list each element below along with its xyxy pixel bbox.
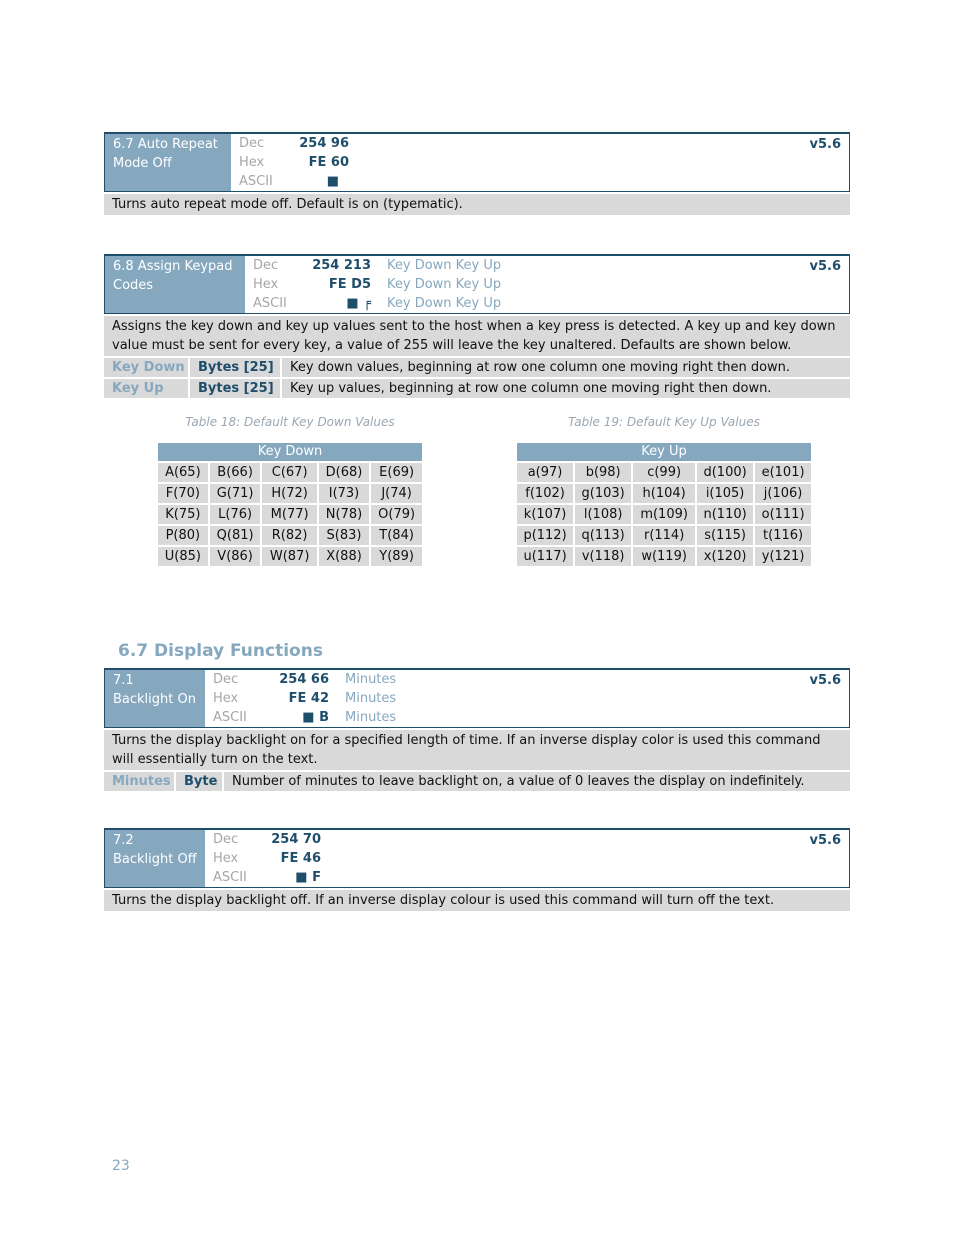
param-type: Bytes [25]	[190, 379, 280, 398]
table-caption: Table 19: Default Key Up Values	[568, 415, 760, 429]
param-type: Byte	[176, 772, 222, 791]
table-cell: S(83)	[319, 524, 369, 545]
table-cell: B(66)	[210, 461, 261, 482]
table-cell: r(114)	[633, 524, 695, 545]
command-auto-repeat-off	[104, 132, 850, 215]
table-cell: x(120)	[697, 545, 753, 566]
param-row	[104, 772, 850, 791]
param-name: Minutes	[104, 772, 174, 791]
table-cell: J(74)	[371, 482, 422, 503]
table-cell: u(117)	[517, 545, 573, 566]
table-cell: Q(81)	[210, 524, 261, 545]
ascii-label: ASCII	[239, 174, 273, 189]
table-cell: c(99)	[633, 461, 695, 482]
table-cell: U(85)	[158, 545, 208, 566]
ascii-params: Minutes	[345, 710, 397, 725]
hex-label: Hex	[213, 691, 239, 706]
table-cell: w(119)	[633, 545, 695, 566]
version-badge: v5.6	[809, 673, 841, 688]
command-title: 7.1 Backlight On	[105, 670, 205, 727]
table-cell: i(105)	[697, 482, 753, 503]
table-cell: y(121)	[755, 545, 811, 566]
ascii-value: ■ B	[302, 710, 329, 725]
param-description: Key down values, beginning at row one column one moving right then down.	[282, 358, 850, 377]
table-row	[517, 503, 811, 524]
ascii-value: ■ ╒	[346, 296, 371, 311]
command-header	[104, 132, 850, 192]
dec-value: 254 213	[312, 258, 371, 273]
table-row	[517, 524, 811, 545]
key-down-table	[156, 443, 424, 566]
table-caption: Table 18: Default Key Down Values	[185, 415, 395, 429]
table-cell: f(102)	[517, 482, 573, 503]
table-cell: d(100)	[697, 461, 753, 482]
table-cell: l(108)	[575, 503, 631, 524]
table-cell: W(87)	[262, 545, 316, 566]
hex-params: Key Down Key Up	[387, 277, 502, 292]
table-row	[158, 524, 422, 545]
table-cell: Y(89)	[371, 545, 422, 566]
table-cell: a(97)	[517, 461, 573, 482]
dec-params: Minutes	[345, 672, 397, 687]
table-row	[158, 503, 422, 524]
ascii-label: ASCII	[253, 296, 287, 311]
ascii-params: Key Down Key Up	[387, 296, 502, 311]
param-name: Key Up	[104, 379, 188, 398]
hex-value: FE 42	[288, 691, 329, 706]
command-description: Assigns the key down and key up values sent to the host when a key press is detected. A key up and key down value must be sent for every key, a value of 255 will leave the key unaltered. Defaults are shown below.	[104, 316, 850, 356]
ascii-value: ■	[326, 174, 339, 189]
command-description: Turns the display backlight on for a specified length of time. If an inverse display color is used this command will essentially turn on the text.	[104, 730, 850, 770]
param-name: Key Down	[104, 358, 188, 377]
table-cell: s(115)	[697, 524, 753, 545]
ascii-label: ASCII	[213, 870, 247, 885]
dec-value: 254 66	[279, 672, 329, 687]
version-badge: v5.6	[809, 259, 841, 274]
table-cell: b(98)	[575, 461, 631, 482]
dec-value: 254 70	[271, 832, 321, 847]
dec-label: Dec	[253, 258, 279, 273]
table-cell: m(109)	[633, 503, 695, 524]
param-description: Number of minutes to leave backlight on, a value of 0 leaves the display on indefinitely.	[224, 772, 850, 791]
command-header	[104, 668, 850, 728]
table-cell: h(104)	[633, 482, 695, 503]
version-badge: v5.6	[809, 137, 841, 152]
table-row	[158, 461, 422, 482]
table-cell: P(80)	[158, 524, 208, 545]
table-cell: p(112)	[517, 524, 573, 545]
table-cell: O(79)	[371, 503, 422, 524]
table-cell: G(71)	[210, 482, 261, 503]
dec-label: Dec	[213, 672, 239, 687]
page-number: 23	[112, 1158, 130, 1174]
table-row	[517, 461, 811, 482]
section-title: 6.7 Display Functions	[118, 641, 323, 661]
table-cell: A(65)	[158, 461, 208, 482]
table-cell: V(86)	[210, 545, 261, 566]
param-row	[104, 358, 850, 377]
command-description: Turns auto repeat mode off. Default is on (typematic).	[104, 194, 850, 215]
command-title: 6.7 Auto Repeat Mode Off	[105, 134, 231, 191]
table-row	[158, 545, 422, 566]
table-cell: q(113)	[575, 524, 631, 545]
table-cell: M(77)	[262, 503, 316, 524]
dec-params: Key Down Key Up	[387, 258, 502, 273]
table-cell: N(78)	[319, 503, 369, 524]
param-description: Key up values, beginning at row one column one moving right then down.	[282, 379, 850, 398]
table-cell: L(76)	[210, 503, 261, 524]
table-cell: t(116)	[755, 524, 811, 545]
command-description: Turns the display backlight off. If an inverse display colour is used this command will turn off the text.	[104, 890, 850, 911]
dec-label: Dec	[213, 832, 239, 847]
table-cell: D(68)	[319, 461, 369, 482]
command-backlight-on	[104, 668, 850, 791]
table-cell: g(103)	[575, 482, 631, 503]
table-cell: E(69)	[371, 461, 422, 482]
table-row	[517, 482, 811, 503]
table-cell: k(107)	[517, 503, 573, 524]
hex-label: Hex	[213, 851, 239, 866]
dec-value: 254 96	[299, 136, 349, 151]
table-header: Key Up	[517, 443, 811, 461]
param-type: Bytes [25]	[190, 358, 280, 377]
table-cell: e(101)	[755, 461, 811, 482]
hex-label: Hex	[239, 155, 265, 170]
dec-label: Dec	[239, 136, 265, 151]
table-cell: j(106)	[755, 482, 811, 503]
table-row	[158, 482, 422, 503]
hex-params: Minutes	[345, 691, 397, 706]
version-badge: v5.6	[809, 833, 841, 848]
table-cell: C(67)	[262, 461, 316, 482]
hex-value: FE D5	[328, 277, 371, 292]
table-cell: F(70)	[158, 482, 208, 503]
command-backlight-off	[104, 828, 850, 911]
param-row	[104, 379, 850, 398]
command-title: 7.2 Backlight Off	[105, 830, 205, 887]
table-cell: H(72)	[262, 482, 316, 503]
command-header	[104, 828, 850, 888]
table-cell: n(110)	[697, 503, 753, 524]
table-cell: X(88)	[319, 545, 369, 566]
hex-value: FE 46	[280, 851, 321, 866]
hex-value: FE 60	[308, 155, 349, 170]
key-up-table	[515, 443, 813, 566]
table-cell: I(73)	[319, 482, 369, 503]
table-cell: v(118)	[575, 545, 631, 566]
command-assign-keypad-codes	[104, 254, 850, 398]
table-cell: K(75)	[158, 503, 208, 524]
table-cell: o(111)	[755, 503, 811, 524]
table-row	[517, 545, 811, 566]
ascii-value: ■ F	[295, 870, 321, 885]
table-cell: R(82)	[262, 524, 316, 545]
table-header: Key Down	[158, 443, 422, 461]
table-cell: T(84)	[371, 524, 422, 545]
command-title: 6.8 Assign Keypad Codes	[105, 256, 245, 313]
ascii-label: ASCII	[213, 710, 247, 725]
hex-label: Hex	[253, 277, 279, 292]
command-header	[104, 254, 850, 314]
